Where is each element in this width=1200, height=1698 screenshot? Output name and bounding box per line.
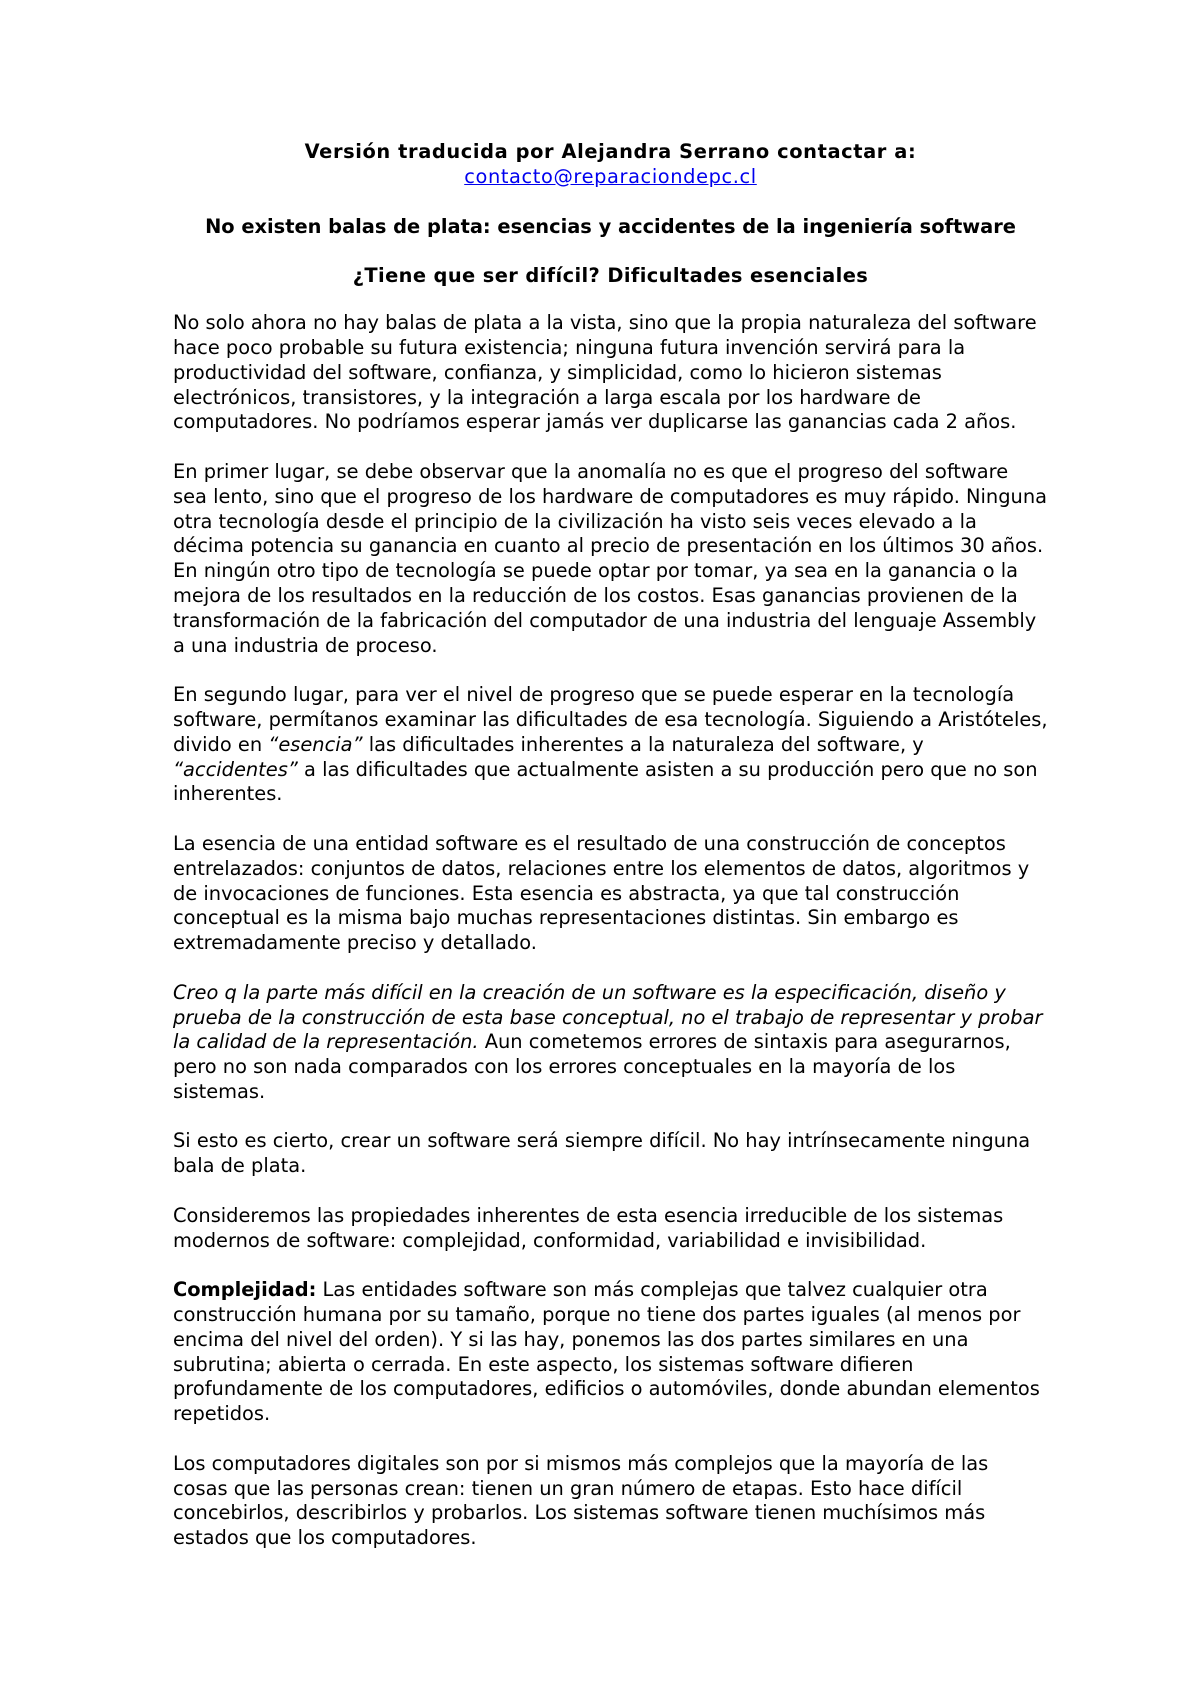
- paragraph-5: [173, 981, 1048, 1105]
- document-content: [173, 140, 1048, 1551]
- paragraph-3: [173, 683, 1048, 807]
- paragraph-3-part-c: a las dificultades que actualmente asisten a su producción pero que no son inherentes.: [173, 757, 1038, 806]
- paragraph-2: En primer lugar, se debe observar que la anomalía no es que el progreso del software sea lento, sino que el progreso de los hardware de computadores es muy rápido. Ninguna otra tecnología desde el principio de la civilización ha visto seis veces elevado a la décima potencia su ganancia en cuanto al precio de presentación en los últimos 30 años. En ningún otro tipo de tecnología se puede optar por tomar, ya sea en la ganancia o la mejora de los resultados en la reducción de los costos. Esas ganancias provienen de la transformación de la fabricación del computador de una industria del lenguaje Assembly a una industria de proceso.: [173, 459, 1047, 657]
- paragraph-8: [173, 1278, 1048, 1427]
- document-title: No existen balas de plata: esencias y accidentes de la ingeniería software: [205, 214, 1016, 238]
- paragraph-5-italic: Creo q la parte más difícil en la creación de un software es la especificación, diseño y prueba de la construcción de esta base conceptual, no el trabajo de representar y probar la calidad de la representación.: [173, 980, 1043, 1054]
- term-esencia: “esencia”: [268, 732, 363, 756]
- term-accidentes: “accidentes”: [173, 757, 298, 781]
- paragraph-1: No solo ahora no hay balas de plata a la vista, sino que la propia naturaleza del software hace poco probable su futura existencia; ninguna futura invención servirá para la productividad del software, confianza, y simplicidad, como lo hicieron sistemas electrónicos, transistores, y la integración a larga escala por los hardware de computadores. No podríamos esperar jamás ver duplicarse las ganancias cada 2 años.: [173, 311, 1037, 434]
- paragraph-9: Los computadores digitales son por si mismos más complejos que la mayoría de las cosas que las personas crean: tienen un gran número de etapas. Esto hace difícil concebirlos, describirlos y probarlos. Los sistemas software tienen muchísimos más estados que los computadores.: [173, 1451, 989, 1550]
- translator-line: Versión traducida por Alejandra Serrano contactar a:: [304, 140, 917, 163]
- complejidad-label: Complejidad:: [173, 1278, 317, 1302]
- paragraph-7: Consideremos las propiedades inherentes de esta esencia irreducible de los sistemas modernos de software: complejidad, conformidad, variabilidad e invisibilidad.: [173, 1203, 1004, 1252]
- email-line: [173, 165, 1048, 190]
- paragraph-8-rest: Las entidades software son más complejas que talvez cualquier otra construcción humana por su tamaño, porque no tiene dos partes iguales (al menos por encima del nivel del orden). Y si las hay, ponemos las dos partes similares en una subrutina; abierta o cerrada. En este aspecto, los sistemas software difieren profundamente de los computadores, edificios o automóviles, donde abundan elementos repetidos.: [173, 1278, 1040, 1426]
- section-heading: ¿Tiene que ser difícil? Dificultades esenciales: [352, 264, 869, 288]
- paragraph-3-part-b: las dificultades inherentes a la naturaleza del software, y: [362, 732, 924, 756]
- paragraph-4: La esencia de una entidad software es el resultado de una construcción de conceptos entrelazados: conjuntos de datos, relaciones entre los elementos de datos, algoritmos y de invocaciones de funciones. Esta esencia es abstracta, ya que tal construcción conceptual es la misma bajo muchas representaciones distintas. Sin embargo es extremadamente preciso y detallado.: [173, 831, 1030, 955]
- paragraph-3-part-a: En segundo lugar, para ver el nivel de progreso que se puede esperar en la tecnología software, permítanos examinar las dificultades de esa tecnología. Siguiendo a Aristóteles, divido en: [173, 683, 1048, 756]
- contact-email-link[interactable]: contacto@reparaciondepc.cl: [464, 164, 757, 188]
- paragraph-5-rest: Aun cometemos errores de sintaxis para asegurarnos, pero no son nada comparados con los errores conceptuales en la mayoría de los sistemas.: [173, 1030, 1011, 1103]
- paragraph-6: Si esto es cierto, crear un software será siempre difícil. No hay intrínsecamente ninguna bala de plata.: [173, 1129, 1031, 1178]
